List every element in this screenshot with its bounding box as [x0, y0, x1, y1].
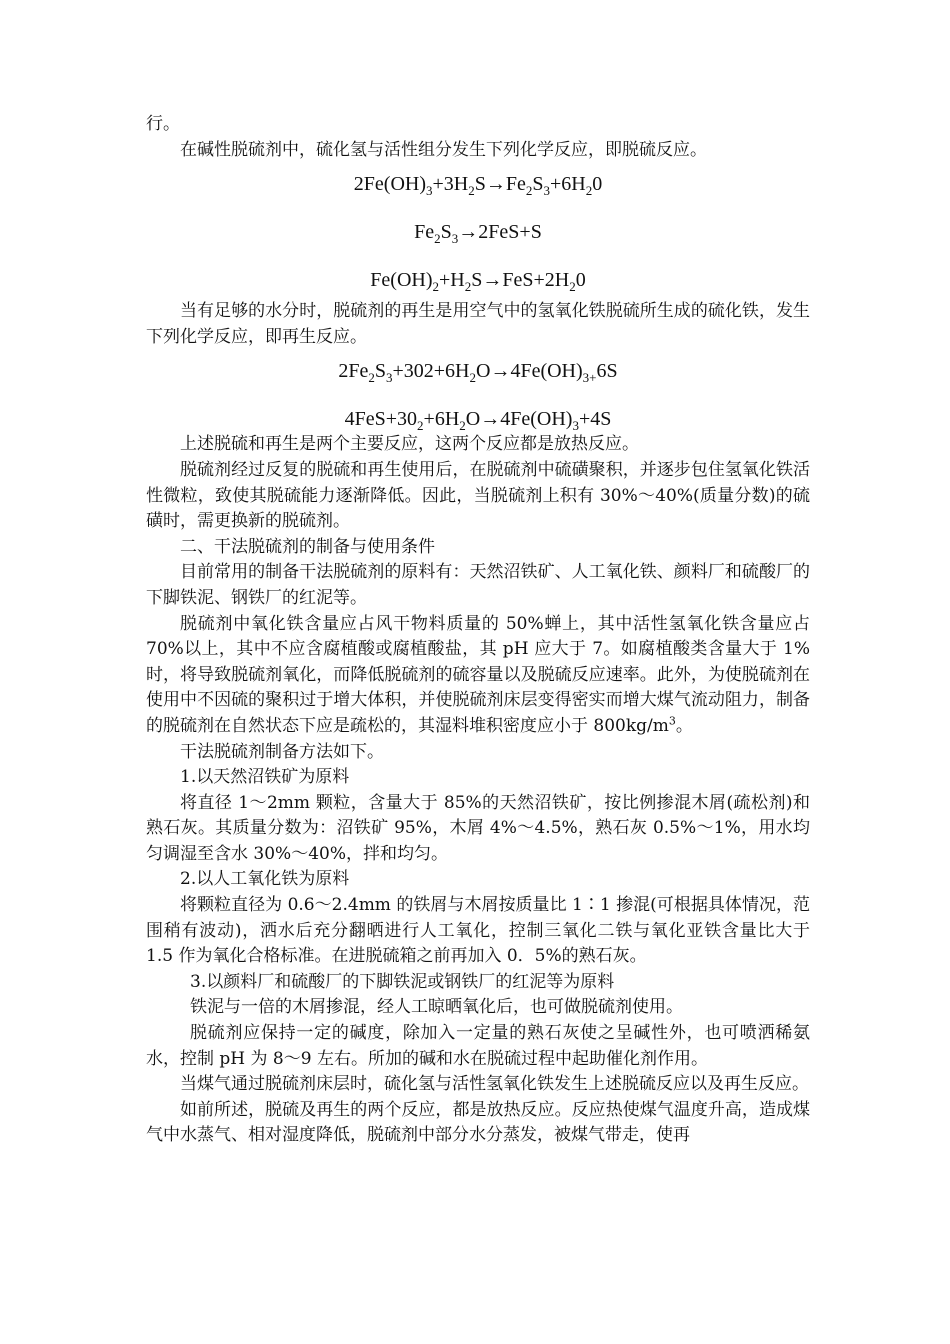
paragraph-regeneration-intro: 当有足够的水分时，脱硫剂的再生是用空气中的氢氧化铁脱硫所生成的硫化铁，发生下列化学反应，即再生反应。	[146, 301, 810, 347]
paragraph-exothermic: 上述脱硫和再生是两个主要反应，这两个反应都是放热反应。	[180, 434, 639, 455]
paragraph-raw-materials: 目前常用的制备干法脱硫剂的原料有：天然沼铁矿、人工氧化铁、颜料厂和硫酸厂的下脚铁泥、钢铁厂的红泥等。	[146, 562, 810, 608]
section-heading-dry-desulfurizer: 二、干法脱硫剂的制备与使用条件	[180, 536, 435, 557]
subheading-iron-sludge: 3.以颜料厂和硫酸厂的下脚铁泥或钢铁厂的红泥等为原料	[190, 971, 615, 992]
paragraph-reaction-heat: 如前所述，脱硫及再生的两个反应，都是放热反应。反应热使煤气温度升高，造成煤气中水蒸气、相对湿度降低，脱硫剂中部分水分蒸发，被煤气带走，使再	[146, 1099, 810, 1146]
equation-desulfurization-2: $Fe_2S_3\to 2FeS+S$	[414, 221, 542, 247]
equation-desulfurization-1: $2Fe(OH)_3+3H_2S\to Fe_2S_3+6H_20$	[353, 173, 603, 199]
paragraph-bog-iron-method: 将直径 1～2mm 颗粒，含量大于 85%的天然沼铁矿，按比例掺混木屑(疏松剂)和熟石灰。其质量分数为：沼铁矿 95%，木屑 4%～4.5%，熟石灰 0.5%～1%，用水均匀调湿至含水 30%～40%，拌和均匀。	[146, 792, 810, 864]
document-page	[146, 112, 810, 1149]
paragraph-desulfurization-intro: 在碱性脱硫剂中，硫化氢与活性组分发生下列化学反应，即脱硫反应。	[180, 139, 707, 160]
subheading-artificial-iron-oxide: 2.以人工氧化铁为原料	[180, 869, 350, 890]
equation-desulfurization-3: $Fe(OH)_2+H_2S\to FeS+2H_20$	[370, 269, 586, 295]
paragraph-sulfur-accumulation: 脱硫剂经过反复的脱硫和再生使用后，在脱硫剂中硫磺聚积，并逐步包住氢氧化铁活性微粒，致使其脱硫能力逐渐降低。因此，当脱硫剂上积有 30%～40%(质量分数)的硫磺时，需更换新的脱硫剂。	[146, 459, 810, 532]
paragraph-iron-sludge-method: 铁泥与一倍的木屑掺混，经人工晾晒氧化后，也可做脱硫剂使用。	[190, 997, 683, 1018]
paragraph-preparation-methods: 干法脱硫剂制备方法如下。	[180, 741, 384, 762]
paragraph-artificial-oxide-method: 将颗粒直径为 0.6～2.4mm 的铁屑与木屑按质量比 1∶1 掺混(可根据具体情况，范围稍有波动)，洒水后充分翻晒进行人工氧化，控制三氧化二铁与氧化亚铁含量比大于 1.5 作为氧化合格标准。在进脱硫箱之前再加入 0．5%的熟石灰。	[146, 895, 810, 967]
paragraph-alkalinity: 脱硫剂应保持一定的碱度，除加入一定量的熟石灰使之呈碱性外，也可喷洒稀氨水，控制 pH 为 8～9 左右。所加的碱和水在脱硫过程中起助催化剂作用。	[146, 1023, 810, 1069]
paragraph-iron-oxide-content: 脱硫剂中氧化铁含量应占风干物料质量的 50%蝉上，其中活性氢氧化铁含量应占 70%以上，其中不应含腐植酸或腐植酸盐，其 pH 应大于 7。如腐植酸类含量大于 1%时，将导致脱硫剂氧化，而降低脱硫剂的硫容量以及脱硫反应速率。此外，为使脱硫剂在使用中不因硫的聚积过于增大体积，并使脱硫剂床层变得密实而增大煤气流动阻力，制备的脱硫剂在自然状态下应是疏松的，其湿料堆积密度应小于 $800kg/m^3$。	[146, 613, 810, 736]
equation-regeneration-2: $4FeS+30_2+6H_2O\to 4Fe(OH)_3+4S$	[344, 408, 612, 434]
text-line-continuation: 行。	[146, 114, 180, 134]
equation-regeneration-1: $2Fe_2S_3+302+6H_2O\to 4Fe(OH)_{3+}6S$	[338, 360, 618, 386]
subheading-natural-bog-iron: 1.以天然沼铁矿为原料	[180, 767, 350, 788]
paragraph-gas-through-bed: 当煤气通过脱硫剂床层时，硫化氢与活性氢氧化铁发生上述脱硫反应以及再生反应。	[180, 1074, 809, 1095]
